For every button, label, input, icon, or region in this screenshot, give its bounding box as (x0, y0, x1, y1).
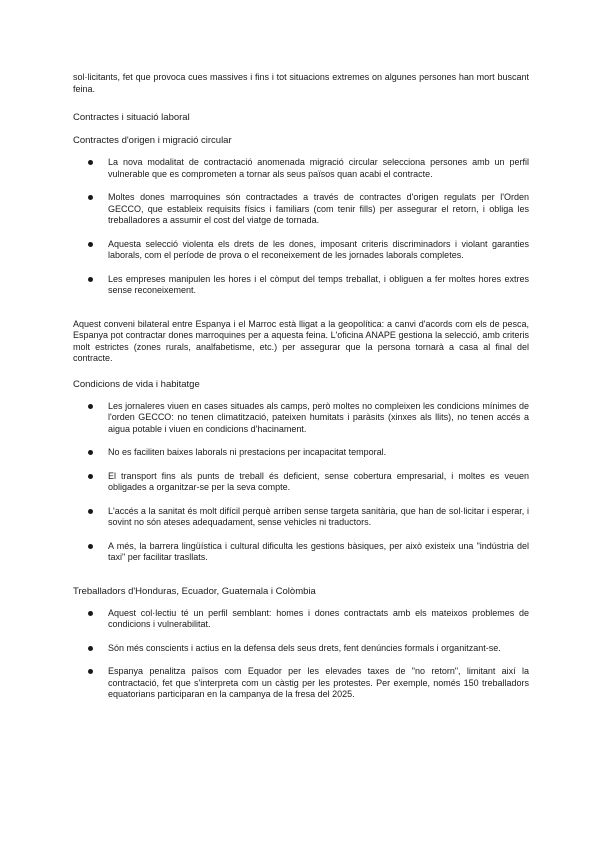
document-page (73, 72, 529, 701)
bilateral-paragraph: Aquest conveni bilateral entre Espanya i el Marroc està lligat a la geopolítica: a canvi d'acords com els de pesca, Espanya pot contractar dones marroquines per a aquesta feina. L'oficina ANAPE gestiona la selecció, amb criteris molt estrictes (zones rurals, analfabetisme, etc.) per assegurar que la persona tornarà a casa al final del contracte. (73, 318, 529, 363)
bullet-icon (88, 195, 93, 200)
intro-paragraph: sol·licitants, fet que provoca cues massives i fins i tot situacions extremes on algunes persones han mort buscant feina. (73, 72, 529, 94)
bullet-icon (88, 242, 93, 247)
bullet-icon (88, 611, 93, 616)
list-item: L'accés a la sanitat és molt difícil perquè arriben sense targeta sanitària, que han de sol·licitar i esperar, i sovint no són ateses adequadament, sense vehicles ni traductors. (73, 506, 529, 529)
subsection-heading-workers: Treballadors d'Honduras, Ecuador, Guatemala i Colòmbia (73, 585, 316, 597)
bullet-icon (88, 509, 93, 514)
list-item: A més, la barrera lingüística i cultural dificulta les gestions bàsiques, per això existeix una "indústria del taxi" per facilitar trasllats. (73, 541, 529, 564)
list-item: El transport fins als punts de treball és deficient, sense cobertura empresarial, i moltes es veuen obligades a organitzar-se per la seva compte. (73, 471, 529, 494)
bullet-icon (88, 544, 93, 549)
list-item: Aquesta selecció violenta els drets de les dones, imposant criteris discriminadors i violant garanties laborals, com el període de prova o el reconeixement de les jornades laborals completes. (73, 239, 529, 262)
bullet-list-living (73, 401, 529, 564)
subsection-heading-contracts: Contractes d'origen i migració circular (73, 135, 232, 146)
bullet-list-workers (73, 608, 529, 701)
bullet-icon (88, 450, 93, 455)
list-item: Aquest col·lectiu té un perfil semblant: homes i dones contractats amb els mateixos problemes de condicions i vulnerabilitat. (73, 608, 529, 631)
bullet-icon (88, 277, 93, 282)
section-heading: Contractes i situació laboral (73, 112, 190, 123)
list-item: No es faciliten baixes laborals ni prestacions per incapacitat temporal. (73, 447, 529, 459)
bullet-icon (88, 404, 93, 409)
bullet-icon (88, 646, 93, 651)
list-item: Espanya penalitza països com Equador per les elevades taxes de "no retorn", limitant així la contractació, fet que s'interpreta com un càstig per les protestes. Per exemple, només 150 treballadors equatorians participaran en la campanya de la fresa del 2025. (73, 666, 529, 701)
bullet-icon (88, 474, 93, 479)
bullet-list-contracts (73, 157, 529, 297)
list-item: Són més conscients i actius en la defensa dels seus drets, fent denúncies formals i organitzant-se. (73, 643, 529, 655)
subsection-heading-living: Condicions de vida i habitatge (73, 378, 200, 390)
bullet-icon (88, 669, 93, 674)
list-item: Moltes dones marroquines són contractades a través de contractes d'origen regulats per l'Orden GECCO, que estableix requisits físics i familiars (com tenir fills) per assegurar el retorn, i obliga les treballadores a assumir el cost del viatge de tornada. (73, 192, 529, 227)
list-item: Les empreses manipulen les hores i el còmput del temps treballat, i obliguen a fer moltes hores extres sense reconeixement. (73, 274, 529, 297)
list-item: La nova modalitat de contractació anomenada migració circular selecciona persones amb un perfil vulnerable que es comprometen a tornar als seus països quan acabi el contracte. (73, 157, 529, 180)
bullet-icon (88, 160, 93, 165)
list-item: Les jornaleres viuen en cases situades als camps, però moltes no compleixen les condicions mínimes de l'orden GECCO: no tenen climatització, pateixen humitats i paràsits (xinxes als llits), no tenen accés a aigua potable i viuen en condicions d'hacinament. (73, 401, 529, 436)
